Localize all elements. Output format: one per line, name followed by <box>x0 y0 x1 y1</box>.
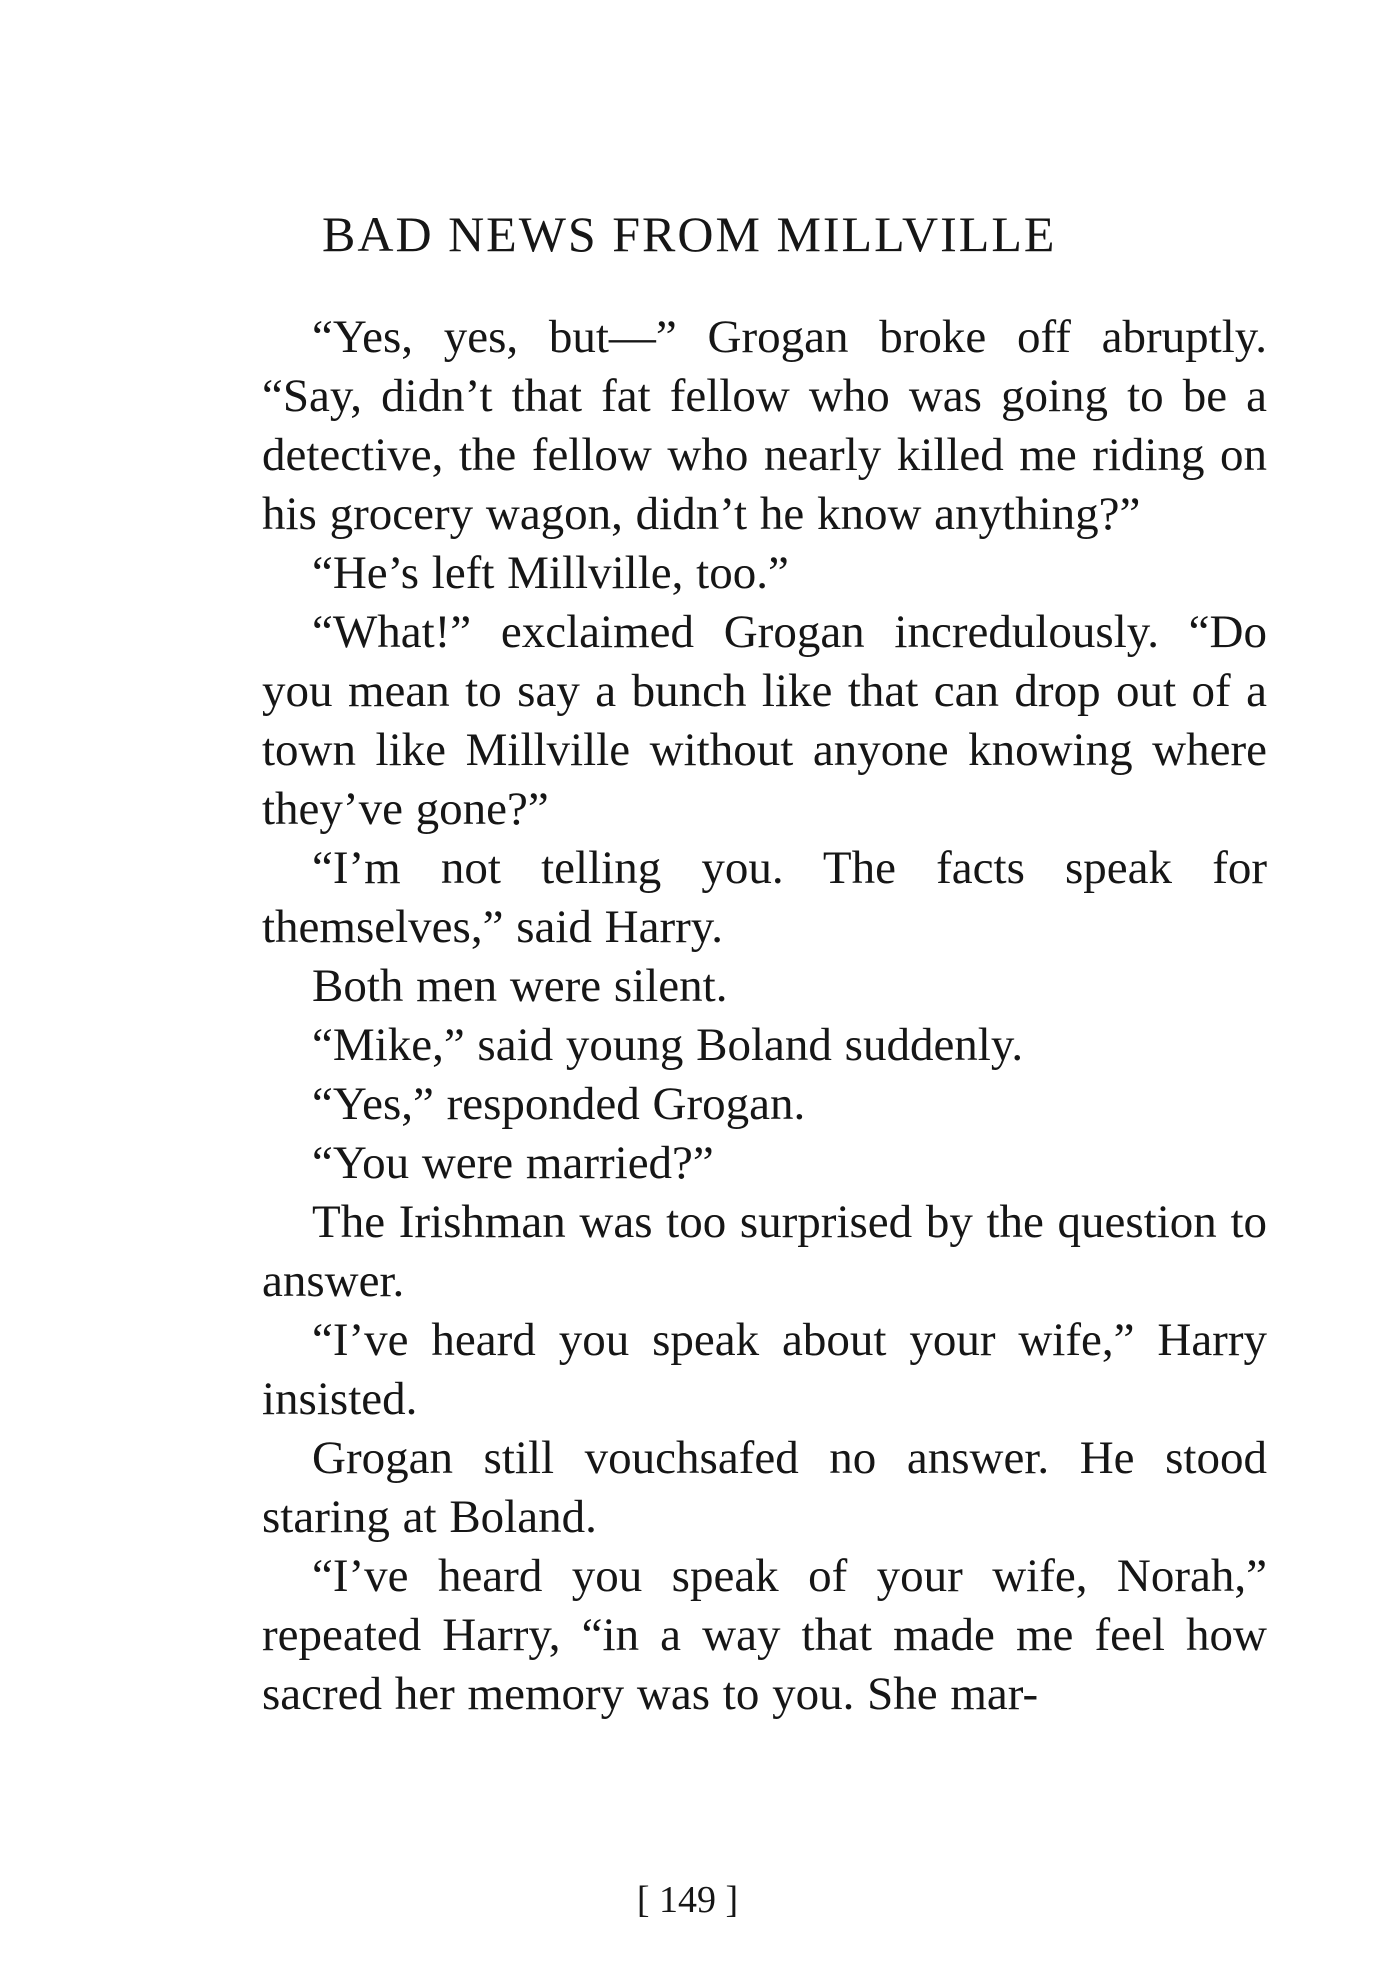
paragraph: “Yes, yes, but—” Grogan broke off abruptly. “Say, didn’t that fat fellow who was going to be a detective, the fellow who nearly killed me riding on his grocery wagon, didn’t he know anything?” <box>262 311 1267 540</box>
body-text <box>262 308 1267 1724</box>
paragraph: “What!” exclaimed Grogan incredulously. “Do you mean to say a bunch like that can drop out of a town like Millville without anyone knowing where they’ve gone?” <box>262 606 1267 835</box>
paragraph: “He’s left Millville, too.” <box>312 547 789 599</box>
paragraph: “Yes,” responded Grogan. <box>312 1078 806 1130</box>
paragraph: Grogan still vouchsafed no answer. He stood staring at Boland. <box>262 1432 1267 1543</box>
running-head-title: BAD NEWS FROM MILLVILLE <box>322 206 1057 262</box>
paragraph: “I’m not telling you. The facts speak for themselves,” said Harry. <box>262 842 1267 953</box>
paragraph: The Irishman was too surprised by the question to answer. <box>262 1196 1267 1307</box>
paragraph: “You were married?” <box>312 1137 714 1189</box>
paragraph: Both men were silent. <box>312 960 728 1012</box>
page-number: [ 149 ] <box>636 1879 739 1921</box>
paragraph: “I’ve heard you speak about your wife,” Harry insisted. <box>262 1314 1267 1425</box>
paragraph: “Mike,” said young Boland suddenly. <box>312 1019 1024 1071</box>
paragraph: “I’ve heard you speak of your wife, Norah,” repeated Harry, “in a way that made me feel how sacred her memory was to you. She mar- <box>262 1550 1267 1720</box>
